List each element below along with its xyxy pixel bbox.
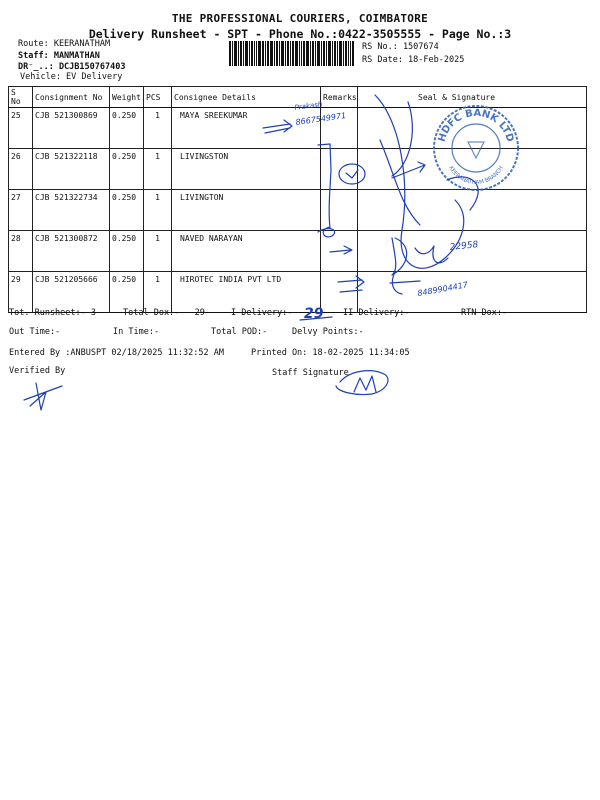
- entered-by: Entered By :ANBUSPT 02/18/2025 11:32:52 AM: [9, 348, 224, 358]
- rs-number: RS No.: 1507674: [362, 42, 439, 52]
- cell-seal: [358, 231, 587, 272]
- svg-text:HDFC BANK LTD: HDFC BANK LTD: [436, 107, 516, 144]
- cell-consignment: CJB 521205666: [33, 272, 110, 313]
- col-header-consignment: Consignment No: [33, 87, 110, 108]
- table-row: [9, 231, 587, 272]
- tot-runsheet: Tot. Runsheet:- 3: [9, 308, 96, 318]
- cell-remarks: [321, 108, 358, 149]
- cell-consignee: LIVINGTON: [172, 190, 321, 231]
- cell-remarks: [321, 272, 358, 313]
- cell-weight: 0.250: [110, 190, 144, 231]
- drs-number: DR⁻_..: DCJB150767403: [18, 62, 126, 72]
- rs-date: RS Date: 18-Feb-2025: [362, 55, 465, 65]
- cell-seal: [358, 272, 587, 313]
- bank-stamp-seal: [430, 102, 522, 194]
- printed-on: Printed On: 18-02-2025 11:34:05: [251, 348, 410, 358]
- col-header-pcs: PCS: [144, 87, 172, 108]
- col-header-consignee: Consignee Details: [172, 87, 321, 108]
- cell-sno: 29: [9, 272, 33, 313]
- cell-consignment: CJB 521322118: [33, 149, 110, 190]
- cell-weight: 0.250: [110, 231, 144, 272]
- ii-delivery: II Delivery:-: [343, 308, 410, 318]
- cell-remarks: [321, 231, 358, 272]
- cell-remarks: [321, 149, 358, 190]
- rtn-dox: RTN Dox:-: [461, 308, 508, 318]
- svg-text:8489904417: 8489904417: [416, 280, 469, 298]
- svg-text:22958: 22958: [449, 240, 479, 253]
- cell-pcs: 1: [144, 272, 172, 313]
- runsheet-title: Delivery Runsheet - SPT - Phone No.:0422-3505555 - Page No.:3: [88, 27, 512, 41]
- cell-pcs: 1: [144, 231, 172, 272]
- cell-consignee: HIROTEC INDIA PVT LTD: [172, 272, 321, 313]
- svg-text:KEERANATHAM BRANCH: KEERANATHAM BRANCH: [447, 165, 505, 187]
- col-header-weight: Weight: [110, 87, 144, 108]
- delvy-points: Delvy Points:-: [292, 327, 364, 337]
- total-dox: Total Dox:- 29: [123, 308, 205, 318]
- vehicle-label: Vehicle: EV Delivery: [20, 72, 123, 82]
- staff-label: Staff: MANMATHAN: [18, 51, 100, 61]
- verified-by: Verified By: [9, 366, 66, 376]
- cell-weight: 0.250: [110, 108, 144, 149]
- cell-pcs: 1: [144, 149, 172, 190]
- svg-text:8667549971: 8667549971: [295, 110, 347, 127]
- cell-remarks: [321, 190, 358, 231]
- col-header-remarks: Remarks: [321, 87, 358, 108]
- company-name: THE PROFESSIONAL COURIERS, COIMBATORE: [171, 12, 429, 25]
- cell-consignee: NAVED NARAYAN: [172, 231, 321, 272]
- cell-consignee: LIVINGSTON: [172, 149, 321, 190]
- cell-weight: 0.250: [110, 149, 144, 190]
- cell-weight: 0.250: [110, 272, 144, 313]
- cell-pcs: 1: [144, 190, 172, 231]
- cell-consignment: CJB 521300872: [33, 231, 110, 272]
- in-time: In Time:-: [113, 327, 160, 337]
- total-pod: Total POD:-: [211, 327, 268, 337]
- route-label: Route: KEERANATHAM: [18, 39, 111, 49]
- cell-sno: 28: [9, 231, 33, 272]
- barcode-image: [229, 41, 354, 66]
- out-time: Out Time:-: [9, 327, 61, 337]
- cell-sno: 26: [9, 149, 33, 190]
- col-header-seal: Seal & Signature: [358, 87, 587, 108]
- cell-pcs: 1: [144, 108, 172, 149]
- cell-consignee: MAYA SREEKUMAR: [172, 108, 321, 149]
- cell-consignment: CJB 521300869: [33, 108, 110, 149]
- i-delivery: I Delivery:-: [231, 308, 293, 318]
- svg-text:Prakash: Prakash: [294, 100, 323, 112]
- table-row: [9, 272, 587, 313]
- col-header-sno: S No: [9, 87, 33, 108]
- table-row: [9, 190, 587, 231]
- cell-sno: 25: [9, 108, 33, 149]
- cell-seal: [358, 190, 587, 231]
- staff-signature-label: Staff Signature: [272, 368, 349, 378]
- svg-text:29: 29: [304, 306, 324, 322]
- cell-sno: 27: [9, 190, 33, 231]
- cell-consignment: CJB 521322734: [33, 190, 110, 231]
